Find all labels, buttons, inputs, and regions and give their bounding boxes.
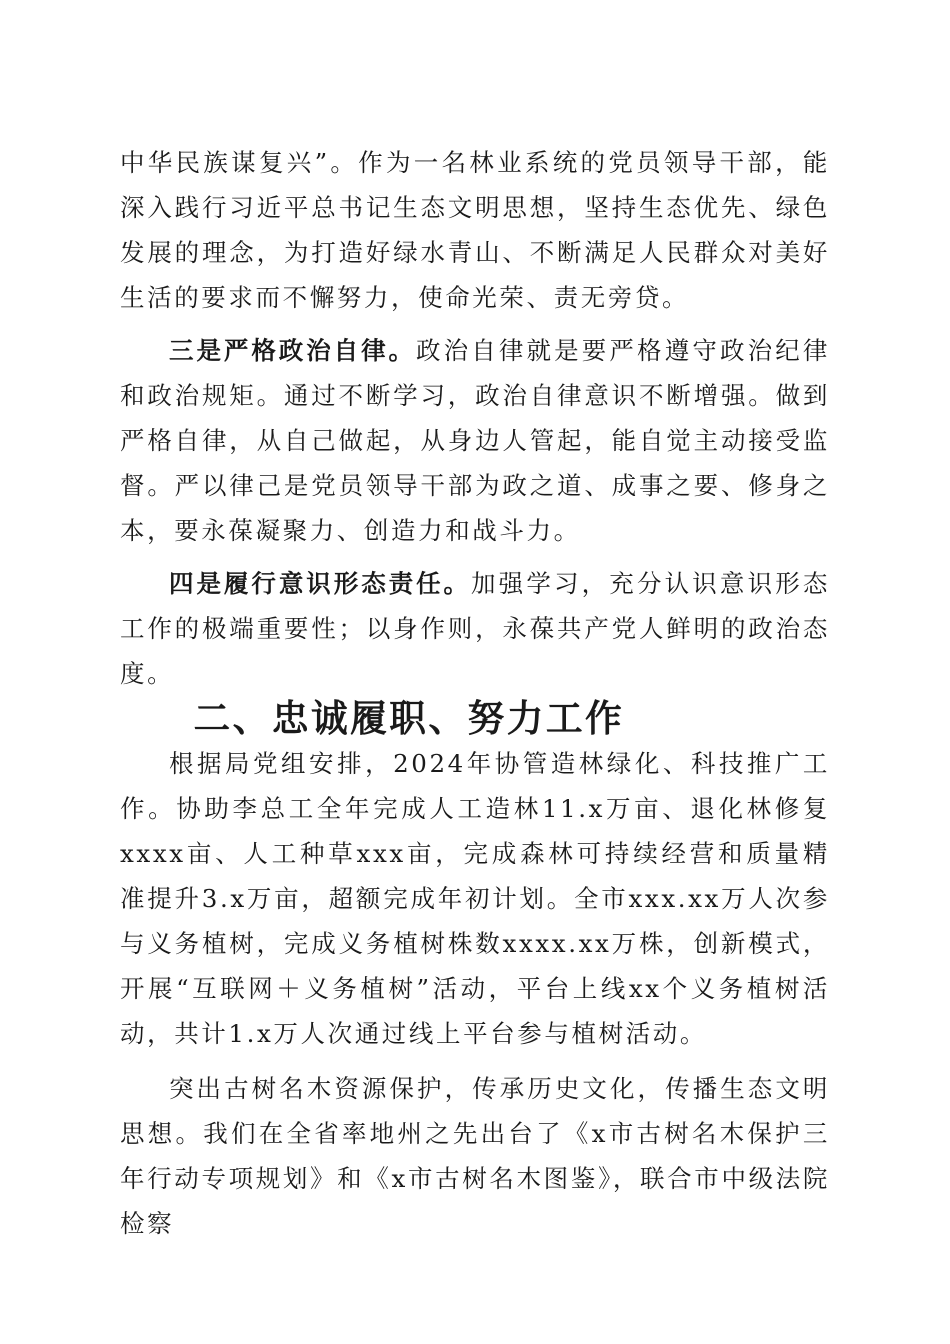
paragraph-continuation — [120, 140, 830, 320]
document-page — [120, 140, 830, 1246]
paragraph-text: 根据局党组安排，2024年协管造林绿化、科技推广工作。协助李总工全年完成人工造林11.x万亩、退化林修复xxxx亩、人工种草xxx亩，完成森林可持续经营和质量精准提升3.x万亩，超额完成年初计划。全市xxx.xx万人次参与义务植树，完成义务植树株数xxxx.xx万株，创新模式，开展“互联网＋义务植树”活动，平台上线xx个义务植树活动，共计1.x万人次通过线上平台参与植树活动。 — [120, 749, 830, 1048]
paragraph-text: 政治自律就是要严格遵守政治纪律和政治规矩。通过不断学习，政治自律意识不断增强。做到严格自律，从自己做起，从身边人管起，能自觉主动接受监督。严以律己是党员领导干部为政之道、成事之要、修身之本，要永葆凝聚力、创造力和战斗力。 — [120, 336, 830, 545]
paragraph-lead: 四是履行意识形态责任。 — [169, 569, 472, 598]
paragraph-ideology-responsibility — [120, 561, 830, 696]
paragraph-text: 加强学习，充分认识意识形态工作的极端重要性；以身作则，永葆共产党人鲜明的政治态度。 — [120, 569, 830, 688]
paragraph-ancient-trees — [120, 1066, 830, 1246]
paragraph-political-discipline — [120, 328, 830, 553]
paragraph-afforestation-work — [120, 741, 830, 1056]
paragraph-text: 中华民族谋复兴”。作为一名林业系统的党员领导干部，能深入践行习近平总书记生态文明思想，坚持生态优先、绿色发展的理念，为打造好绿水青山、不断满足人民群众对美好生活的要求而不懈努力，使命光荣、责无旁贷。 — [120, 148, 830, 312]
paragraph-lead: 三是严格政治自律。 — [169, 336, 416, 365]
paragraph-text: 突出古树名木资源保护，传承历史文化，传播生态文明思想。我们在全省率地州之先出台了《x市古树名木保护三年行动专项规划》和《x市古树名木图鉴》，联合市中级法院检察 — [120, 1074, 830, 1238]
section-heading: 二、忠诚履职、努力工作 — [193, 697, 625, 740]
